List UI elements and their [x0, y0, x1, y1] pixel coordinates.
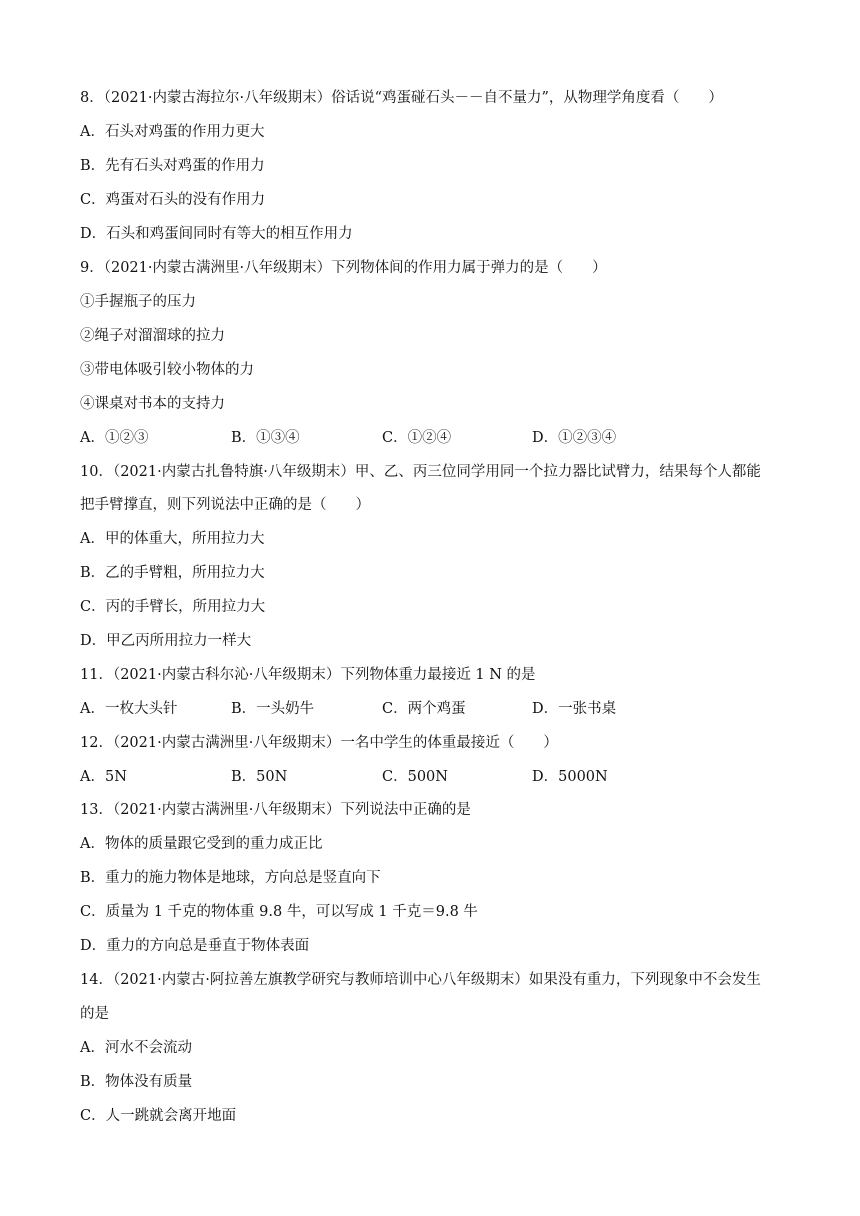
q12-option-c: C．500N: [382, 769, 448, 785]
q11-option-c: C．两个鸡蛋: [382, 701, 466, 717]
q10-option-c: C．丙的手臂长，所用拉力大: [80, 599, 266, 615]
q14-option-b: B．物体没有质量: [80, 1074, 193, 1090]
q11-option-b: B．一头奶牛: [231, 701, 315, 717]
q10-stem-line-1: 10．（2021·内蒙古扎鲁特旗·八年级期末）甲、乙、丙三位同学用同一个拉力器比试臂力，结果每个人都能: [80, 464, 761, 480]
q10-option-d: D．甲乙丙所用拉力一样大: [80, 633, 252, 649]
q12-stem: 12．（2021·内蒙古满洲里·八年级期末）一名中学生的体重最接近（ ）: [80, 735, 558, 751]
q9-item-2: ②绳子对溜溜球的拉力: [80, 328, 225, 344]
q13-option-d: D．重力的方向总是垂直于物体表面: [80, 938, 310, 954]
q8-option-b: B．先有石头对鸡蛋的作用力: [80, 158, 265, 174]
q12-option-a: A．5N: [80, 769, 127, 785]
q14-stem-line-2: 的是: [80, 1006, 109, 1022]
q10-stem-line-2: 把手臂撑直，则下列说法中正确的是（ ）: [80, 497, 370, 513]
q11-option-d: D．一张书桌: [532, 701, 617, 717]
q9-options-row: [80, 428, 800, 448]
q13-option-c: C．质量为 1 千克的物体重 9.8 牛，可以写成 1 千克＝9.8 牛: [80, 904, 478, 920]
q11-stem: 11．（2021·内蒙古科尔沁·八年级期末）下列物体重力最接近 1 N 的是: [80, 667, 536, 683]
q12-option-d: D．5000N: [532, 769, 608, 785]
q10-option-a: A．甲的体重大，所用拉力大: [80, 531, 265, 547]
q11-option-a: A．一枚大头针: [80, 701, 178, 717]
q8-stem: 8．（2021·内蒙古海拉尔·八年级期末）俗话说“鸡蛋碰石头－－自不量力”，从物理学角度看（ ）: [80, 90, 723, 106]
q9-option-d: D．①②③④: [532, 430, 617, 446]
q8-option-d: D．石头和鸡蛋间同时有等大的相互作用力: [80, 226, 353, 242]
q8-option-c: C．鸡蛋对石头的没有作用力: [80, 192, 266, 208]
q9-option-c: C．①②④: [382, 430, 452, 446]
q13-option-b: B．重力的施力物体是地球，方向总是竖直向下: [80, 870, 381, 886]
q12-option-b: B．50N: [231, 769, 288, 785]
q9-item-4: ④课桌对书本的支持力: [80, 396, 225, 412]
q9-stem: 9．（2021·内蒙古满洲里·八年级期末）下列物体间的作用力属于弹力的是（ ）: [80, 260, 607, 276]
q14-option-c: C．人一跳就会离开地面: [80, 1108, 237, 1124]
q9-option-b: B．①③④: [231, 430, 300, 446]
q13-option-a: A．物体的质量跟它受到的重力成正比: [80, 836, 323, 852]
q13-stem: 13．（2021·内蒙古满洲里·八年级期末）下列说法中正确的是: [80, 802, 471, 818]
q10-option-b: B．乙的手臂粗，所用拉力大: [80, 565, 265, 581]
q9-option-a: A．①②③: [80, 430, 149, 446]
q14-stem-line-1: 14．（2021·内蒙古·阿拉善左旗教学研究与教师培训中心八年级期末）如果没有重力，下列现象中不会发生: [80, 972, 761, 988]
q8-option-a: A．石头对鸡蛋的作用力更大: [80, 124, 265, 140]
q12-options-row: [80, 767, 800, 787]
q9-item-3: ③带电体吸引较小物体的力: [80, 362, 254, 378]
q11-options-row: [80, 699, 800, 719]
q9-item-1: ①手握瓶子的压力: [80, 294, 196, 310]
q14-option-a: A．河水不会流动: [80, 1040, 192, 1056]
